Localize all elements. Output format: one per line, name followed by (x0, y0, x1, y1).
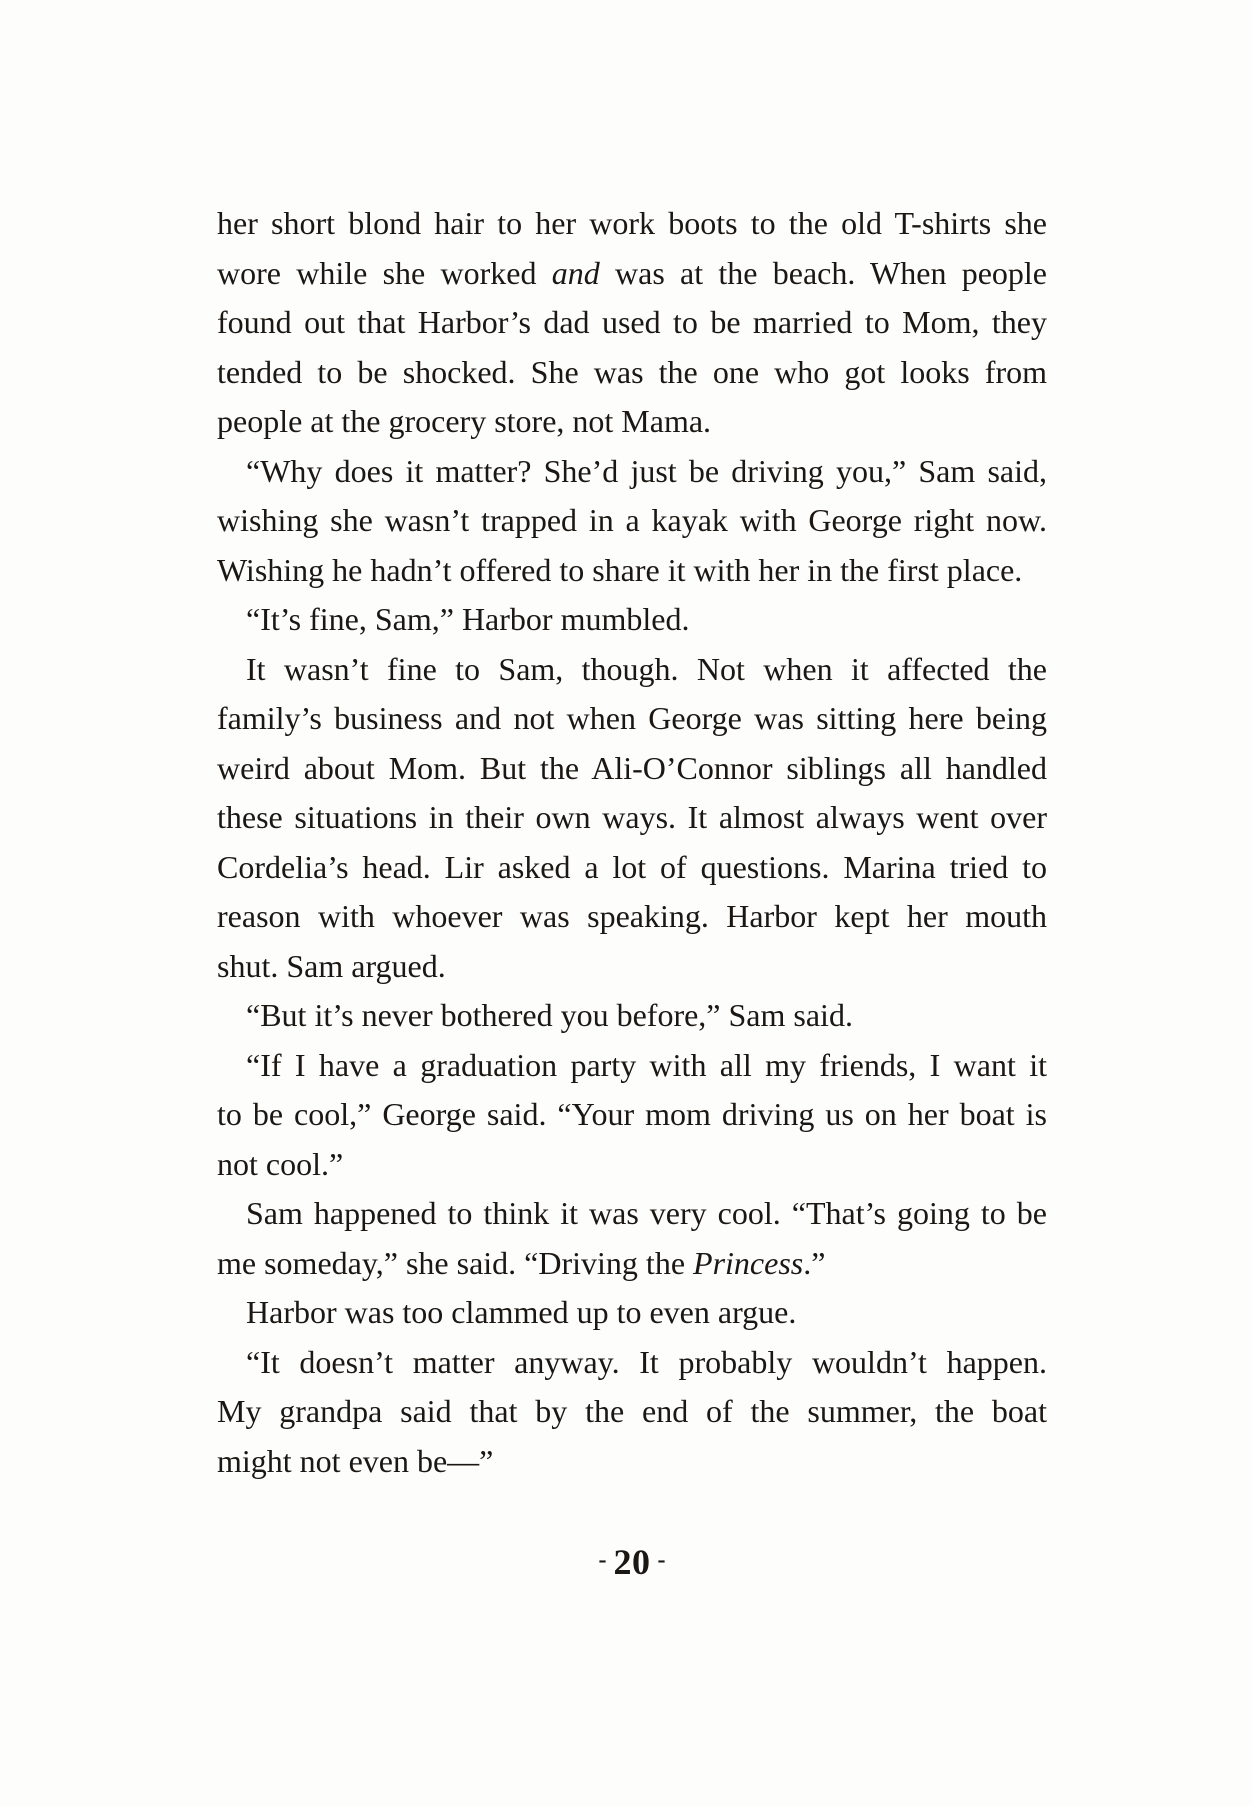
text-line: wore while she worked and was at the beach. When people (217, 254, 1048, 291)
text-line: weird about Mom. But the Ali-O’Connor siblings all handled (217, 749, 1047, 786)
paragraph (217, 1338, 1047, 1487)
text-line: reason with whoever was speaking. Harbor kept her mouth (217, 898, 1047, 934)
text-line: found out that Harbor’s dad used to be married to Mom, they (217, 304, 1047, 340)
text-line: “Why does it matter? She’d just be driving you,” Sam said, (246, 452, 1047, 489)
text-line: Cordelia’s head. Lir asked a lot of questions. Marina tried to (217, 848, 1047, 885)
text-line: me someday,” she said. “Driving the Princess.” (217, 1244, 826, 1281)
text-line: “If I have a graduation party with all my friends, I want it (246, 1046, 1047, 1083)
paragraph (217, 1041, 1047, 1190)
folio-number: 20 (613, 1542, 651, 1582)
body-text (217, 199, 1047, 1486)
text-line: My grandpa said that by the end of the summer, the boat (217, 1393, 1047, 1429)
text-line: people at the grocery store, not Mama. (217, 403, 712, 439)
folio-dash-right: - (657, 1547, 666, 1573)
text-line: not cool.” (217, 1145, 344, 1182)
text-line: “But it’s never bothered you before,” Sam said. (246, 997, 853, 1033)
text-line: Wishing he hadn’t offered to share it with her in the first place. (217, 551, 1023, 588)
page-number (217, 1541, 1047, 1583)
paragraph (217, 447, 1047, 596)
paragraph (217, 595, 1047, 645)
text-line: shut. Sam argued. (217, 947, 446, 984)
text-line: these situations in their own ways. It almost always went over (217, 799, 1047, 835)
text-line: to be cool,” George said. “Your mom driving us on her boat is (217, 1096, 1047, 1132)
text-line: “It doesn’t matter anyway. It probably wouldn’t happen. (246, 1343, 1047, 1380)
text-line: tended to be shocked. She was the one who got looks from (217, 353, 1047, 390)
paragraph (217, 991, 1047, 1041)
paragraph (217, 1288, 1047, 1338)
text-line: Harbor was too clammed up to even argue. (246, 1294, 797, 1330)
text-line: “It’s fine, Sam,” Harbor mumbled. (246, 601, 690, 637)
text-line: Sam happened to think it was very cool. “That’s going to be (246, 1195, 1047, 1231)
paragraph (217, 645, 1047, 992)
text-line: wishing she wasn’t trapped in a kayak with George right now. (217, 502, 1047, 538)
text-line: her short blond hair to her work boots to the old T-shirts she (217, 205, 1047, 241)
paragraph (217, 1189, 1047, 1288)
folio-dash-left: - (598, 1547, 607, 1573)
text-line: family’s business and not when George was sitting here being (217, 700, 1047, 736)
paragraph (217, 199, 1047, 447)
text-line: It wasn’t fine to Sam, though. Not when it affected the (246, 650, 1047, 687)
text-line: might not even be—” (217, 1442, 494, 1479)
